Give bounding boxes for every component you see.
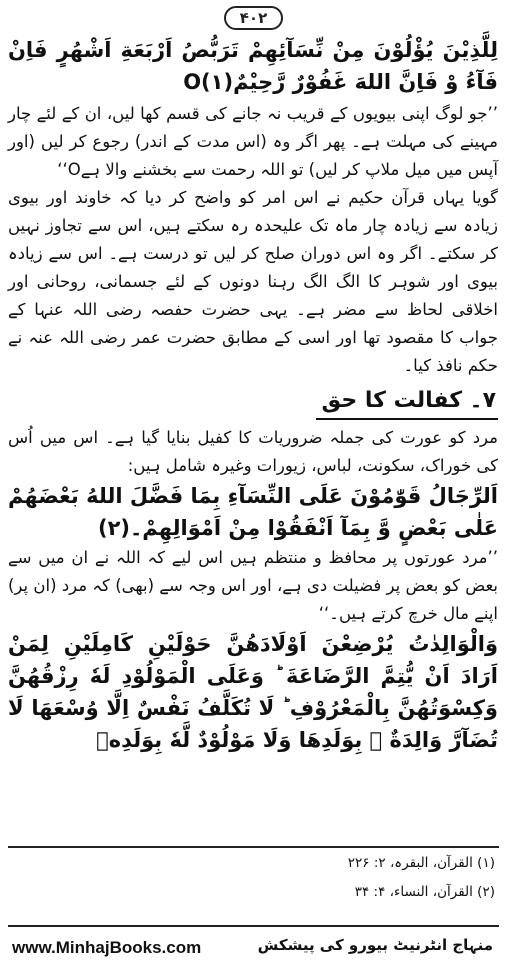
- page-number-ornament: [224, 6, 283, 30]
- footer-divider: [8, 925, 499, 927]
- website-link[interactable]: www.MinhajBooks.com: [12, 938, 202, 957]
- footnote-2: (۲) القرآن، النساء، ۴: ۳۴: [354, 884, 495, 900]
- page-number-text: ۴۰۲: [239, 9, 268, 27]
- translation-1: ’’جو لوگ اپنی بیویوں کے قریب نہ جانے کی قسم کھا لیں، ان کے لئے چار مہینے کی مہلت ہے۔ پھر اگر وہ (اس مدت کے اندر) رجوع کر لیں (اور آپس میں میل ملاپ کر لیں) تو اللہ رحمت سے بخشنے والا ہےO‘‘: [8, 104, 498, 179]
- quran-verse-3: وَالْوَالِدٰتُ يُرْضِعْنَ اَوْلَادَهُنَّ حَوْلَيْنِ كَامِلَيْنِ لِمَنْ اَرَادَ اَنْ يُّتِمَّ الرَّضَاعَةَ ؕ وَعَلَى الْمَوْلُوْدِ لَهٗ رِزْقُهُنَّ وَكِسْوَتُهُنَّ بِالْمَعْرُوْفِ ؕ لَا تُكَلَّفُ نَفْسٌ اِلَّا وُسْعَهَا لَا تُضَآرَّ وَالِدَةٌ ۢ بِوَلَدِهَا وَلَا مَوْلُوْدٌ لَّهٗ بِوَلَدِهٖ: [8, 632, 498, 752]
- translation-2: ’’مرد عورتوں پر محافظ و منتظم ہیں اس لیے کہ اللہ نے ان میں سے بعض کو بعض پر فضیلت دی ہے، اور اس وجہ سے (بھی) کہ مرد (ان پر) اپنے مال خرچ کرتے ہیں۔‘‘: [8, 548, 498, 623]
- footnote-1: (۱) القرآن، البقرہ، ۲: ۲۲۶: [347, 855, 495, 871]
- section-heading: ۷۔ کفالت کا حق: [316, 386, 498, 420]
- quran-verse-2: اَلرِّجَالُ قَوّٰمُوْنَ عَلَى النِّسَآءِ بِمَا فَضَّلَ اللهُ بَعْضَهُمْ عَلٰى بَعْضٍ وَّ بِمَآ اَنْفَقُوْا مِنْ اَمْوَالِهِمْ۔(۲): [8, 484, 498, 540]
- publisher-credit: منہاج انٹرنیٹ بیورو کی پیشکش: [257, 936, 493, 954]
- footnote-divider: [8, 846, 499, 848]
- quran-verse-1: لِلَّذِيْنَ يُؤْلُوْنَ مِنْ نِّسَآئِهِمْ تَرَبُّصُ اَرْبَعَةِ اَشْهُرٍ فَاِنْ فَآءُ وْ فَاِنَّ اللهَ غَفُوْرٌ رَّحِيْمٌO(۱): [8, 38, 498, 94]
- paragraph-1: گویا یہاں قرآن حکیم نے اس امر کو واضح کر دیا کہ خاوند اور بیوی زیادہ سے زیادہ چار ماہ تک علیحدہ رہ سکتے ہیں، اس سے تجاوز نہیں کر سکتے۔ اگر وہ اس دوران صلح کر لیں تو درست ہے۔ اس سے زیادہ بیوی اور شوہر کا الگ الگ رہنا دونوں کے لئے جسمانی، روحانی اور اخلاقی لحاظ سے مضر ہے۔ یہی حضرت حفصہ رضی اللہ عنہا کے جواب کا مقصود تھا اور اسی کے مطابق حضرت عمر رضی اللہ عنہ نے حکم نافذ کیا۔: [8, 188, 498, 375]
- page-body: [8, 34, 498, 756]
- page-number: [0, 6, 507, 30]
- section-heading-wrap: [8, 386, 498, 420]
- paragraph-2: مرد کو عورت کی جملہ ضروریات کا کفیل بنایا گیا ہے۔ اس میں اُس کی خوراک، سکونت، لباس، زیورات وغیرہ شامل ہیں:: [8, 428, 498, 475]
